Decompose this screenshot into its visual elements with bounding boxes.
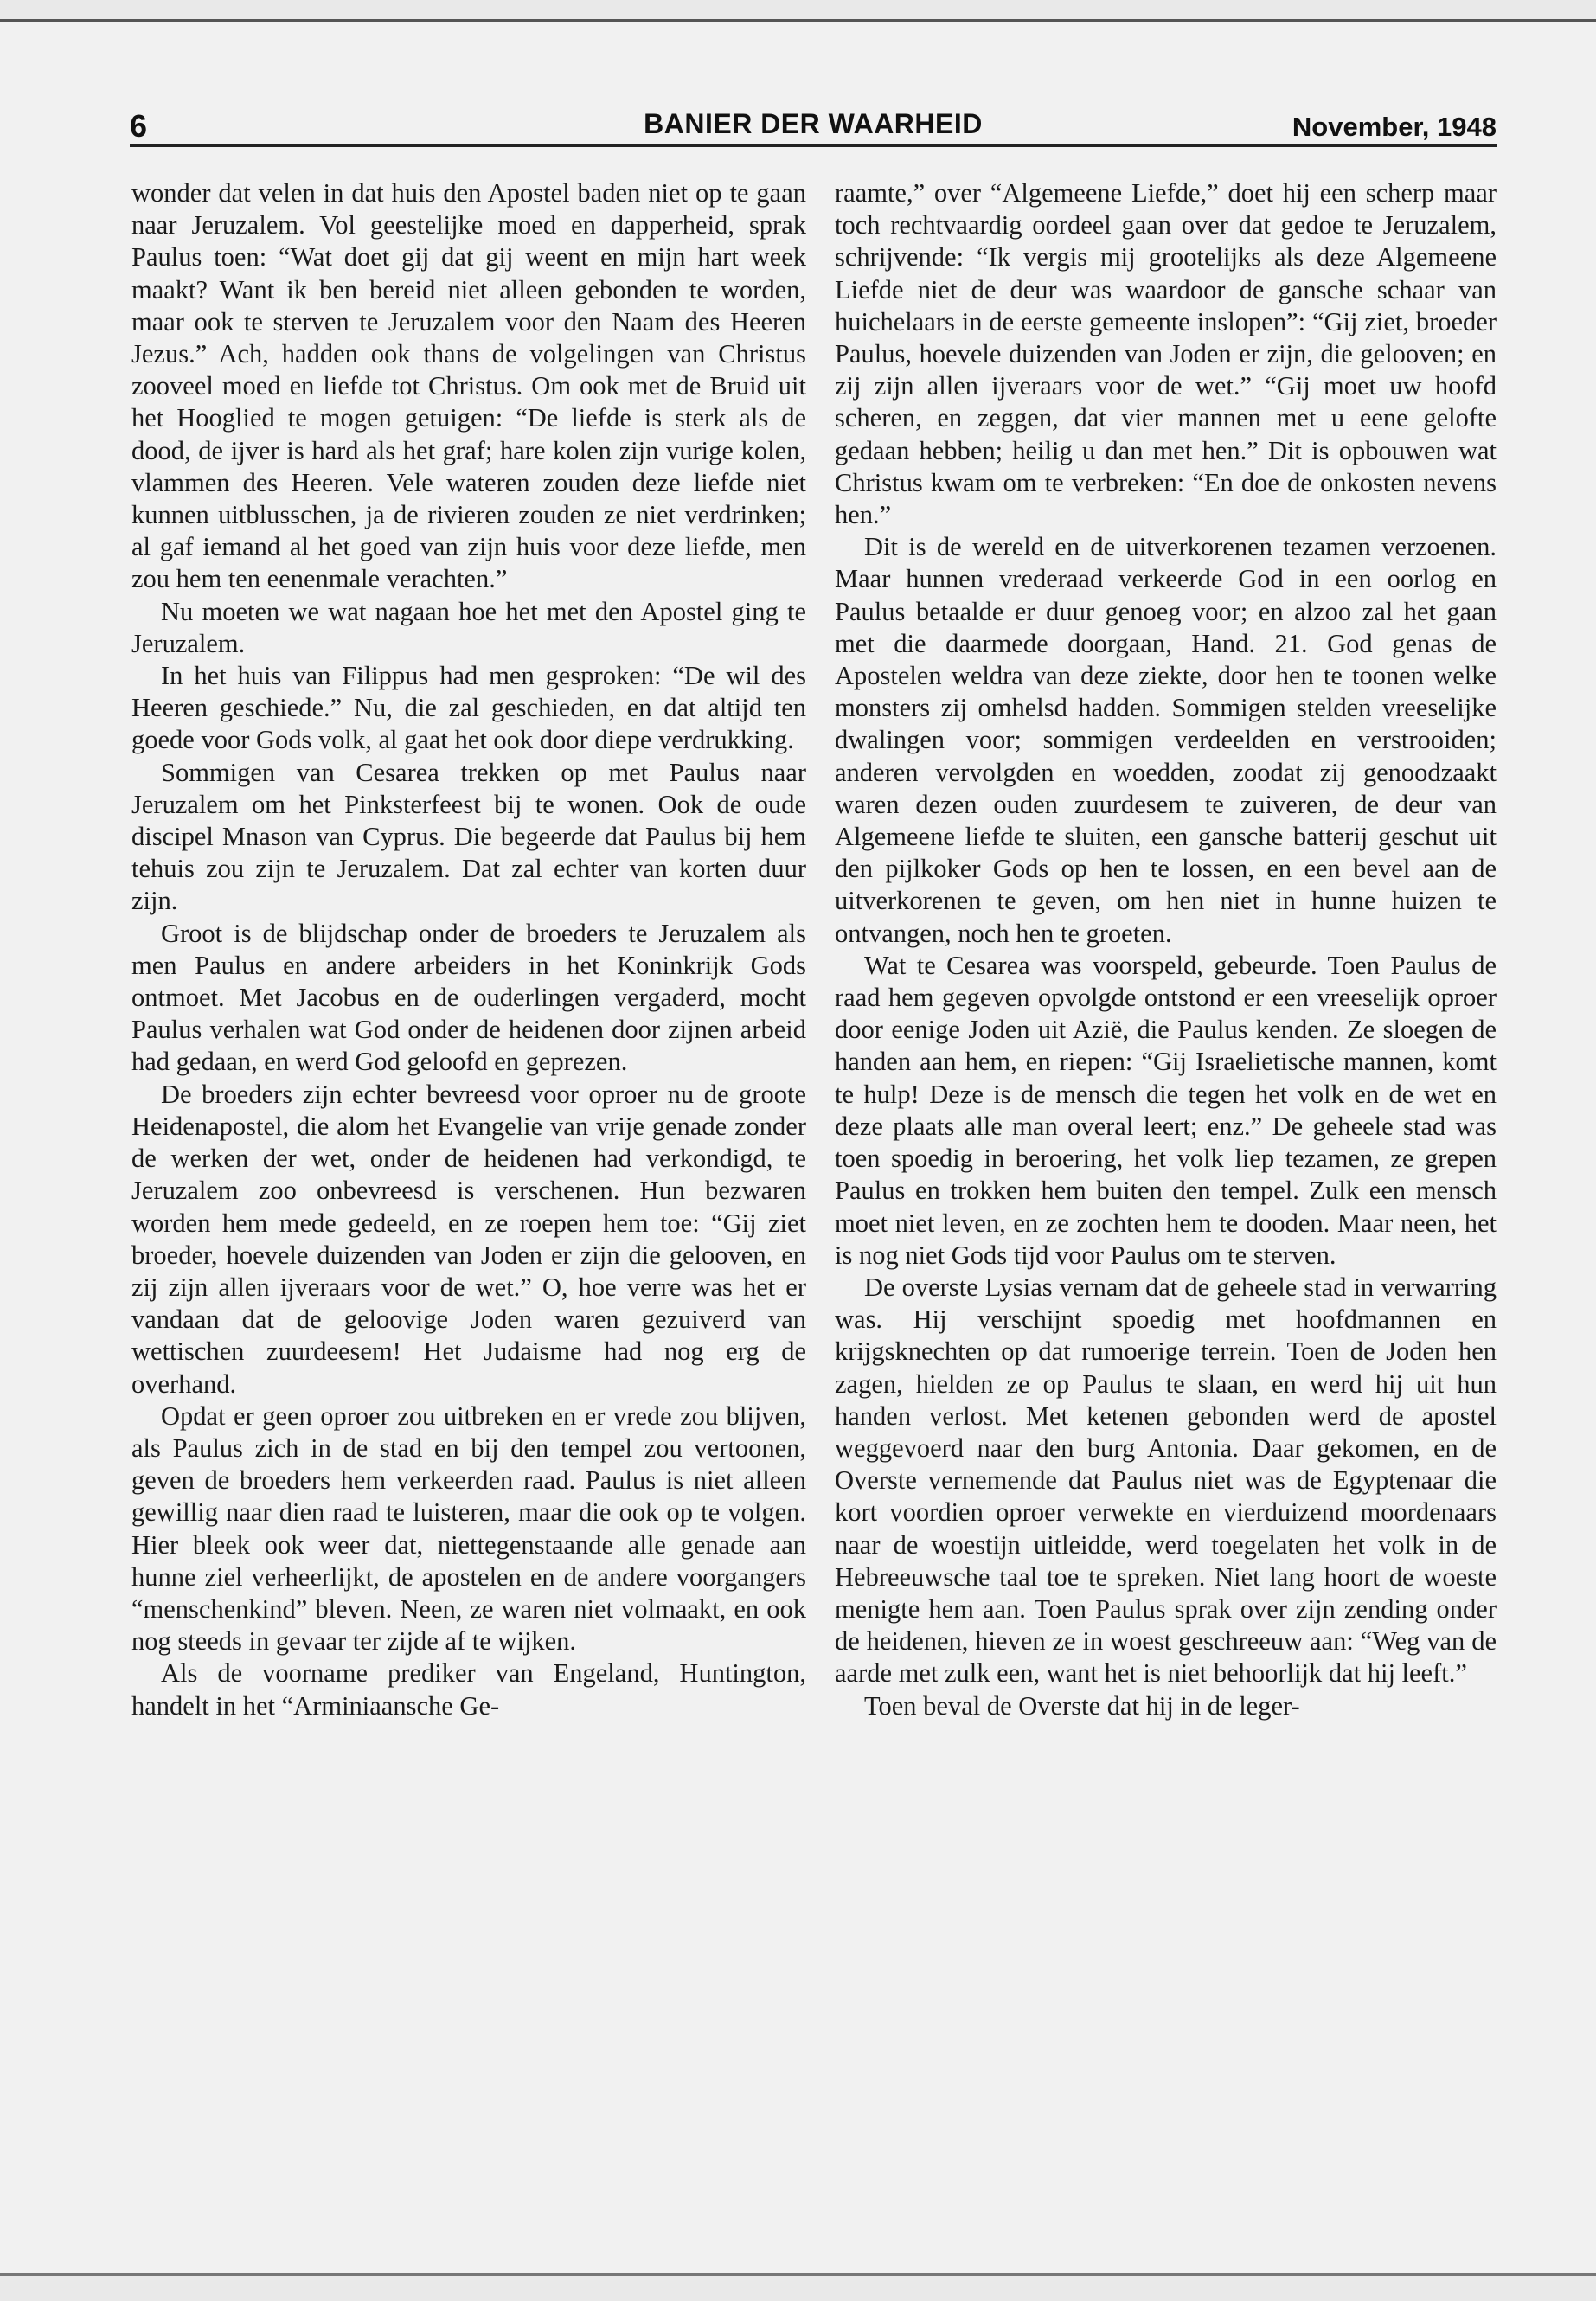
- paragraph: wonder dat velen in dat huis den Apostel baden niet op te gaan naar Jeruzalem. Vol geestelijke moed en dapperheid, sprak Paulus toen: “Wat doet gij dat gij weent en mijn hart week maakt? Want ik ben bereid niet alleen gebonden te worden, maar ook te sterven te Jeruzalem voor den Naam des Heeren Jezus.” Ach, hadden ook thans de volgelingen van Christus zooveel moed en liefde tot Christus. Om ook met de Bruid uit het Hooglied te mogen getuigen: “De liefde is sterk als de dood, de ijver is hard als het graf; hare kolen zijn vurige kolen, vlammen des Heeren. Vele wateren zouden deze liefde niet kunnen uitblusschen, ja de rivieren zouden ze niet verdrinken; al gaf iemand al het goed van zijn huis voor deze liefde, men zou hem ten eenenmale verachten.”: [131, 178, 806, 594]
- left-column: [131, 177, 806, 1722]
- paragraph: Sommigen van Cesarea trekken op met Paulus naar Jeruzalem om het Pinksterfeest bij te wonen. Ook de oude discipel Mnason van Cyprus. Die begeerde dat Paulus bij hem tehuis zou zijn te Jeruzalem. Dat zal echter van korten duur zijn.: [131, 757, 806, 916]
- right-column: [835, 177, 1497, 1722]
- paragraph: Als de voorname prediker van Engeland, Huntington, handelt in het “Arminiaansche Ge-: [131, 1658, 806, 1721]
- page-number: 6: [130, 108, 148, 144]
- paragraph: Wat te Cesarea was voorspeld, gebeurde. Toen Paulus de raad hem gegeven opvolgde ontstond er een vreeselijk oproer door eenige Joden uit Azië, die Paulus kenden. Ze sloegen de handen aan hem, en riepen: “Gij Israelietische mannen, komt te hulp! Deze is de mensch die tegen het volk en de wet en deze plaats alle man overal leert; enz.” De geheele stad was toen spoedig in beroering, het volk liep tezamen, ze grepen Paulus en trokken hem buiten den tempel. Zulk een mensch moet niet leven, en ze zochten hem te dooden. Maar neen, het is nog niet Gods tijd voor Paulus om te sterven.: [835, 950, 1497, 1270]
- issue-date: November, 1948: [1292, 112, 1497, 142]
- paragraph: De broeders zijn echter bevreesd voor oproer nu de groote Heidenapostel, die alom het Evangelie van vrije genade zonder de werken der wet, onder de heidenen had verkondigd, te Jeruzalem zoo onbevreesd is verschenen. Hun bezwaren worden hem mede gedeeld, en ze roepen hem toe: “Gij ziet broeder, hoevele duizenden van Joden er zijn die gelooven, en zij zijn allen ijveraars voor de wet.” O, hoe verre was het er vandaan dat de geloovige Joden waren gezuiverd van wettischen zuurdeesem! Het Judaisme had nog erg de overhand.: [131, 1079, 806, 1399]
- page-header: [130, 89, 1497, 144]
- paragraph: In het huis van Filippus had men gesproken: “De wil des Heeren geschiede.” Nu, die zal geschieden, en dat altijd ten goede voor Gods volk, al gaat het ook door diepe verdrukking.: [131, 661, 806, 755]
- header-rule: [130, 144, 1497, 147]
- paragraph: raamte,” over “Algemeene Liefde,” doet hij een scherp maar toch rechtvaardig oordeel gaan over dat gedoe te Jeruzalem, schrijvende: “Ik vergis mij grootelijks als deze Algemeene Liefde niet de deur was waardoor de gansche schaar van huichelaars in de eerste gemeente inslopen”: “Gij ziet, broeder Paulus, hoevele duizenden van Joden er zijn, die gelooven; en zij zijn allen ijveraars voor de wet.” “Gij moet uw hoofd scheren, en zeggen, dat vier mannen met u eene gelofte gedaan hebben; heilig u dan met hen.” Dit is opbouwen wat Christus kwam om te verbreken: “En doe de onkosten nevens hen.”: [835, 178, 1497, 530]
- paragraph: De overste Lysias vernam dat de geheele stad in verwarring was. Hij verschijnt spoedig met hoofdmannen en krijgsknechten op dat rumoerige terrein. Toen de Joden hen zagen, hielden ze op Paulus te slaan, en werd hij uit hun handen verlost. Met ketenen gebonden werd de apostel weggevoerd naar den burg Antonia. Daar gekomen, en de Overste vernemende dat Paulus niet was de Egyptenaar die kort voordien oproer verwekte en vierduizend moordenaars naar de woestijn uitleidde, werd toegelaten het volk in de Hebreeuwsche taal toe te spreken. Niet lang hoort de woeste menigte hem aan. Toen Paulus sprak over zijn zending onder de heidenen, hieven ze in woest geschreeuw aan: “Weg van de aarde met zulk een, want het is niet behoorlijk dat hij leeft.”: [835, 1272, 1497, 1689]
- paragraph: Toen beval de Overste dat hij in de leger-: [864, 1690, 1300, 1721]
- scan-border-bottom: [0, 2273, 1596, 2276]
- paragraph: Opdat er geen oproer zou uitbreken en er vrede zou blijven, als Paulus zich in de stad en bij den tempel zou vertoonen, geven de broeders hem verkeerden raad. Paulus is niet alleen gewillig naar dien raad te luisteren, maar die ook op te volgen. Hier bleek ook weer dat, niettegenstaande alle genade aan hunne ziel verheerlijkt, de apostelen en de andere voorgangers “menschenkind” bleven. Neen, ze waren niet volmaakt, en ook nog steeds in gevaar ter zijde af te wijken.: [131, 1400, 806, 1657]
- paragraph: Dit is de wereld en de uitverkorenen tezamen verzoenen. Maar hunnen vrederaad verkeerde God in een oorlog en Paulus betaalde er duur genoeg voor; en alzoo zal het gaan met die daarmede doorgaan, Hand. 21. God genas de Apostelen weldra van deze ziekte, door hen te toonen welke monsters zij omhelsd hadden. Sommigen stelden vreeselijke dwalingen voor; sommigen verdeelden en verstrooiden; anderen vervolgden en woedden, zoodat zij genoodzaakt waren dezen ouden zuurdesem te zuiveren, de deur van Algemeene liefde te sluiten, een gansche batterij geschut uit den pijlkoker Gods op hen te lossen, en een bevel aan de uitverkorenen te geven, om hen niet in hunne huizen te ontvangen, noch hen te groeten.: [835, 532, 1497, 948]
- publication-title: BANIER DER WAARHEID: [644, 108, 983, 139]
- paragraph: Groot is de blijdschap onder de broeders te Jeruzalem als men Paulus en andere arbeiders in het Koninkrijk Gods ontmoet. Met Jacobus en de ouderlingen vergaderd, mocht Paulus verhalen wat God onder de heidenen door zijnen arbeid had gedaan, en werd God geloofd en geprezen.: [131, 918, 806, 1077]
- paragraph: Nu moeten we wat nagaan hoe het met den Apostel ging te Jeruzalem.: [131, 596, 806, 658]
